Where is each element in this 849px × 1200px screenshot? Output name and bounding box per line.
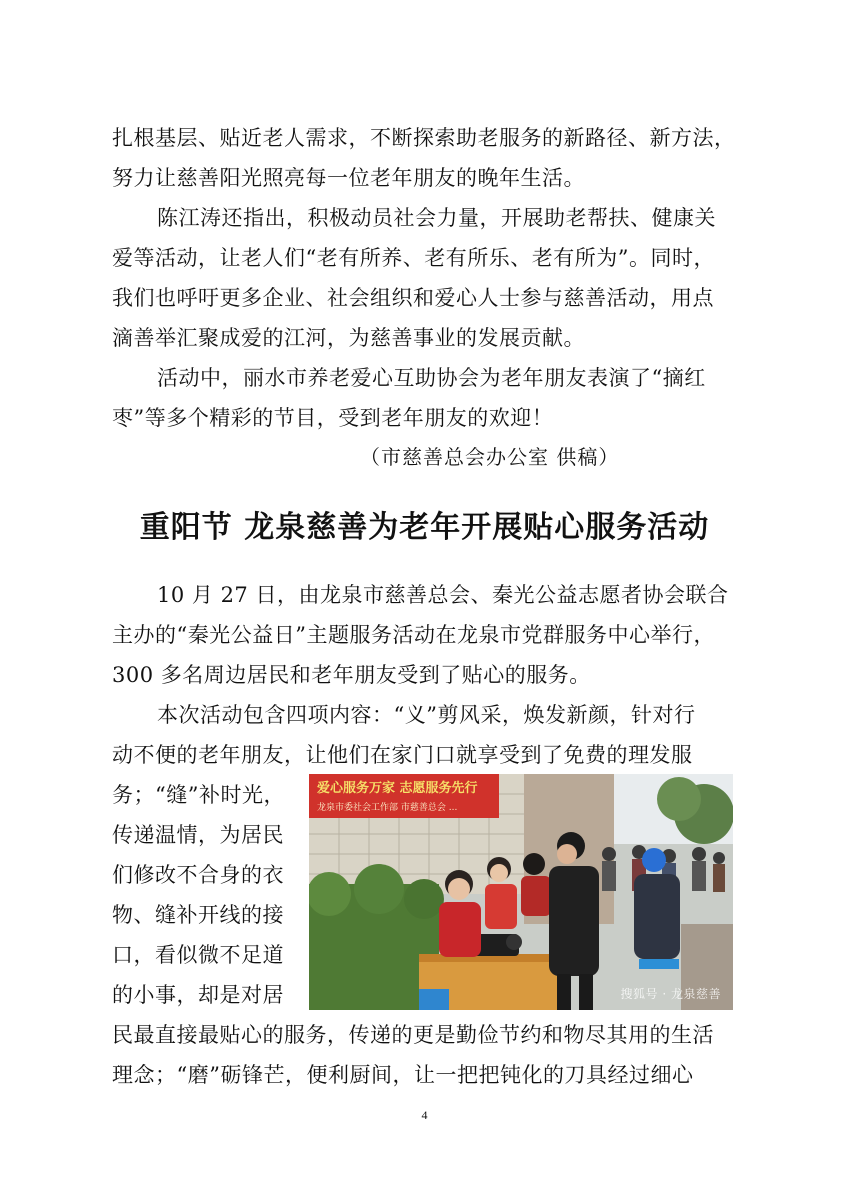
article-line: 传递温情，为居民 [112, 823, 284, 847]
article-line: 300 多名周边居民和老年朋友受到了贴心的服务。 [112, 663, 591, 687]
paragraph-line: 活动中，丽水市养老爱心互助协会为老年朋友表演了“摘红 [157, 366, 706, 390]
article-line: 理念；“磨”砺锋芒，便利厨间，让一把把钝化的刀具经过细心 [112, 1063, 694, 1087]
photo-watermark: 搜狐号 · 龙泉慈善 [620, 987, 721, 1001]
paragraph-line: 滴善举汇聚成爱的江河，为慈善事业的发展贡献。 [112, 326, 585, 350]
article-line: 主办的“秦光公益日”主题服务活动在龙泉市党群服务中心举行， [112, 623, 715, 647]
paragraph-line: 枣”等多个精彩的节目，受到老年朋友的欢迎！ [112, 406, 554, 430]
event-photo [309, 774, 733, 1010]
photo-banner-subtext: 龙泉市委社会工作部 市慈善总会 ... [317, 803, 458, 813]
paragraph-line: 爱等活动，让老人们“老有所养、老有所乐、老有所为”。同时， [112, 246, 715, 270]
article-line: 物、缝补开线的接 [112, 903, 284, 927]
article-line: 本次活动包含四项内容：“义”剪风采，焕发新颜，针对行 [157, 703, 696, 727]
article-line: 民最直接最贴心的服务，传递的更是勤俭节约和物尽其用的生活 [112, 1023, 714, 1047]
article-line: 们修改不合身的衣 [112, 863, 284, 887]
paragraph-line: 我们也呼吁更多企业、社会组织和爱心人士参与慈善活动，用点 [112, 286, 714, 310]
page-number: 4 [421, 1108, 428, 1122]
article-line: 动不便的老年朋友，让他们在家门口就享受到了免费的理发服 [112, 743, 693, 767]
paragraph-line: 扎根基层、贴近老人需求，不断探索助老服务的新路径、新方法， [112, 126, 736, 150]
article-line: 的小事，却是对居 [112, 983, 284, 1007]
article-line: 务；“缝”补时光， [112, 783, 285, 807]
paragraph-line: 陈江涛还指出，积极动员社会力量，开展助老帮扶、健康关 [157, 206, 716, 230]
article-title: 重阳节 龙泉慈善为老年开展贴心服务活动 [139, 510, 710, 545]
article-line: 口，看似微不足道 [112, 943, 284, 967]
paragraph-line: 努力让慈善阳光照亮每一位老年朋友的晚年生活。 [112, 166, 585, 190]
article-line: 10 月 27 日，由龙泉市慈善总会、秦光公益志愿者协会联合 [157, 583, 729, 607]
author-signature: （市慈善总会办公室 供稿） [360, 445, 620, 469]
photo-banner-text: 爱心服务万家 志愿服务先行 [317, 781, 478, 796]
